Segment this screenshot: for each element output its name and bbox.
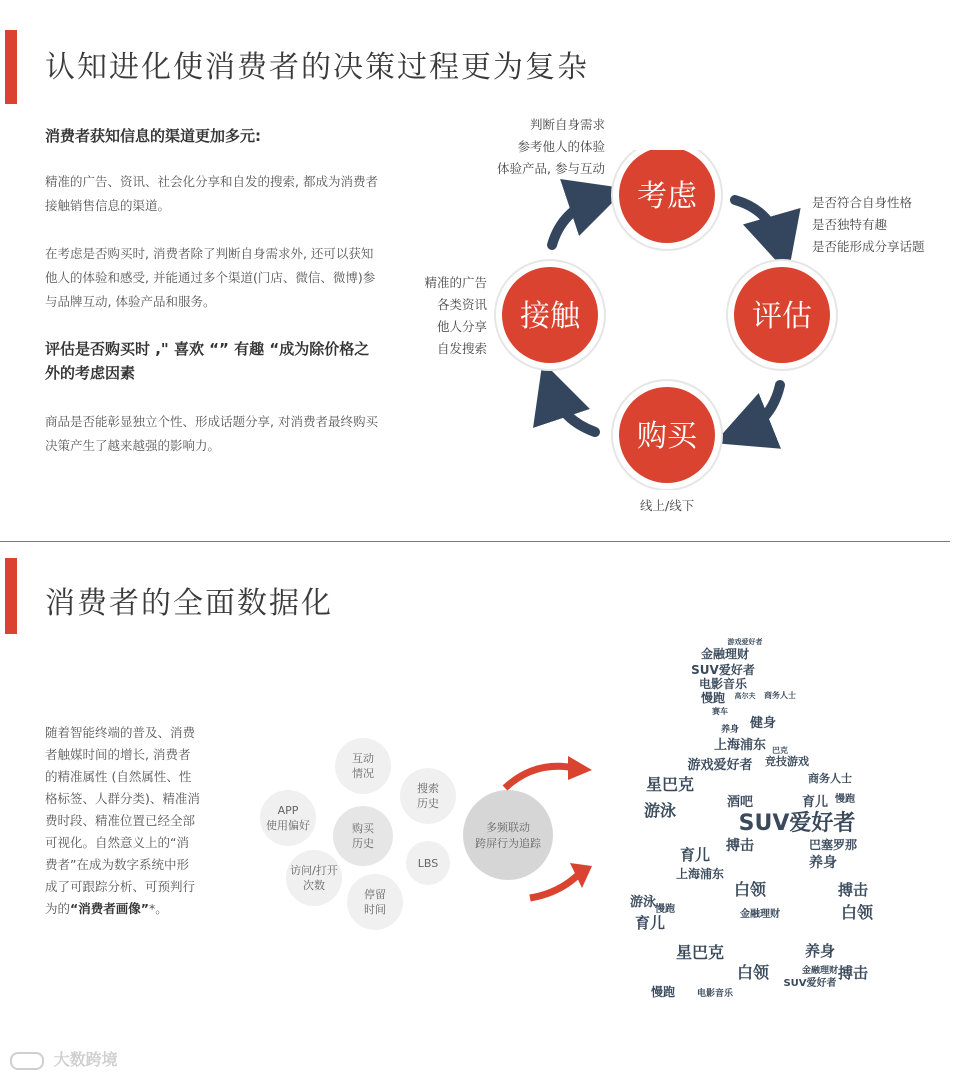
svg-text:慢跑: 慢跑 xyxy=(700,691,726,705)
decision-cycle-diagram xyxy=(480,150,840,490)
svg-text:历史: 历史 xyxy=(352,837,374,850)
svg-text:巴塞罗那: 巴塞罗那 xyxy=(808,838,858,852)
consumer-portrait-wordcloud xyxy=(605,632,895,1012)
buy-label: 购买 xyxy=(637,419,697,454)
red-arrow-up xyxy=(505,766,575,788)
svg-text:游戏爱好者: 游戏爱好者 xyxy=(727,638,763,646)
svg-text:竞技游戏: 竞技游戏 xyxy=(765,755,809,768)
svg-text:搏击: 搏击 xyxy=(837,881,869,899)
svg-text:搜索: 搜索 xyxy=(417,782,439,795)
buy-node xyxy=(612,380,722,490)
svg-text:白领: 白领 xyxy=(840,903,874,922)
svg-text:多频联动: 多频联动 xyxy=(486,821,530,834)
watermark-logo-icon xyxy=(10,1052,44,1070)
contact-node xyxy=(495,260,605,370)
bubble-search xyxy=(400,768,456,824)
svg-text:跨屏行为追踪: 跨屏行为追踪 xyxy=(475,837,541,850)
svg-text:金融理财: 金融理财 xyxy=(740,909,780,920)
svg-text:LBS: LBS xyxy=(417,857,439,870)
evaluate-label: 评估 xyxy=(752,299,812,334)
section1-subtitle1: 消费者获知信息的渠道更加多元: xyxy=(45,127,262,145)
bubble-stay xyxy=(347,874,403,930)
svg-text:星巴克: 星巴克 xyxy=(675,943,725,962)
cycle-arrow-bottom-right xyxy=(742,385,780,432)
svg-text:巴克: 巴克 xyxy=(772,746,788,755)
watermark: 大数跨境 xyxy=(10,1047,118,1070)
svg-text:搏击: 搏击 xyxy=(837,964,869,982)
svg-text:情况: 情况 xyxy=(352,767,374,780)
svg-text:互动: 互动 xyxy=(352,752,374,765)
section2-para: 随着智能终端的普及、消费 者触媒时间的增长, 消费者 的精准属性 (自然属性、性 格标签、人群分类)、精准消 费时段、精准位置已经全部 可视化。自然意义上的“消 费者”在成为数字系统中形 成了可跟踪分析、可预判行 为的“消费者画像”*。 xyxy=(45,725,200,916)
svg-text:赛车: 赛车 xyxy=(712,707,728,716)
svg-text:游戏爱好者: 游戏爱好者 xyxy=(687,758,753,773)
svg-text:高尔夫: 高尔夫 xyxy=(734,692,756,700)
section-divider xyxy=(0,541,950,542)
bubble-purchase xyxy=(333,806,393,866)
svg-text:慢跑: 慢跑 xyxy=(650,985,676,999)
svg-text:商务人士: 商务人士 xyxy=(764,691,796,700)
title-accent-bar xyxy=(5,30,17,104)
svg-text:育儿: 育儿 xyxy=(679,846,711,864)
svg-text:金融理财: 金融理财 xyxy=(801,966,839,976)
svg-text:商务人士: 商务人士 xyxy=(808,772,852,785)
svg-text:历史: 历史 xyxy=(417,797,439,810)
svg-text:星巴克: 星巴克 xyxy=(645,775,695,794)
consider-label: 考虑 xyxy=(637,179,697,214)
svg-text:停留: 停留 xyxy=(364,888,386,901)
buy-note: 线上/线下 xyxy=(640,498,695,513)
svg-text:搏击: 搏击 xyxy=(726,838,754,854)
bubble-app xyxy=(260,790,316,846)
svg-text:金融理财: 金融理财 xyxy=(700,647,750,661)
svg-text:育儿: 育儿 xyxy=(634,914,666,932)
svg-text:慢跑: 慢跑 xyxy=(655,904,675,915)
svg-text:养身: 养身 xyxy=(804,942,836,960)
svg-text:SUV爱好者: SUV爱好者 xyxy=(738,811,856,836)
consumer-portrait-term: “消费者画像” xyxy=(70,901,149,916)
title-accent-bar-2 xyxy=(5,558,17,634)
contact-label: 接触 xyxy=(520,299,580,334)
svg-text:游泳: 游泳 xyxy=(643,801,677,820)
red-arrows xyxy=(500,748,600,908)
red-arrow-down xyxy=(530,873,580,898)
section1-subtitle2: 评估是否购买时 ," 喜欢 “” 有趣 “成为除价格之外的考虑因素 xyxy=(45,340,370,382)
svg-text:购买: 购买 xyxy=(352,822,374,835)
contact-notes: 精准的广告 各类资讯 他人分享 自发搜索 xyxy=(424,275,487,356)
svg-text:使用偏好: 使用偏好 xyxy=(266,819,310,832)
svg-text:电影音乐: 电影音乐 xyxy=(696,989,734,999)
svg-text:时间: 时间 xyxy=(364,903,386,916)
svg-text:养身: 养身 xyxy=(809,855,837,871)
svg-text:APP: APP xyxy=(277,804,299,817)
svg-text:白领: 白领 xyxy=(736,963,770,982)
bubble-lbs xyxy=(406,841,450,885)
section1-para3: 商品是否能彰显独立个性、形成话题分享, 对消费者最终购买决策产生了越来越强的影响力。 xyxy=(45,414,378,453)
section1-para2: 在考虑是否购买时, 消费者除了判断自身需求外, 还可以获知他人的体验和感受, 并能通过多个渠道(门店、微信、微博)参与品牌互动, 体验产品和服务。 xyxy=(45,246,376,309)
section2-title: 消费者的全面数据化 xyxy=(45,586,333,621)
svg-text:电影音乐: 电影音乐 xyxy=(698,677,748,691)
svg-text:养身: 养身 xyxy=(720,725,740,735)
bubble-interaction xyxy=(335,738,391,794)
consider-node xyxy=(612,150,722,250)
svg-text:酒吧: 酒吧 xyxy=(726,795,754,810)
svg-text:上海浦东: 上海浦东 xyxy=(675,867,725,881)
consider-notes: 判断自身需求 参考他人的体验 体验产品, 参与互动 xyxy=(497,117,605,176)
svg-text:游泳: 游泳 xyxy=(629,895,657,910)
svg-text:次数: 次数 xyxy=(303,879,325,892)
cycle-arrow-top-left xyxy=(552,198,598,245)
svg-text:上海浦东: 上海浦东 xyxy=(713,738,767,753)
section1-para1: 精准的广告、资讯、社会化分享和自发的搜索, 都成为消费者接触销售信息的渠道。 xyxy=(45,174,378,213)
svg-text:育儿: 育儿 xyxy=(801,795,829,810)
bubble-visits xyxy=(286,850,342,906)
evaluate-notes: 是否符合自身性格 是否独特有趣 是否能形成分享话题 xyxy=(812,195,925,254)
svg-text:健身: 健身 xyxy=(749,716,777,731)
cycle-arrow-bottom-left xyxy=(552,390,595,432)
svg-text:SUV爱好者: SUV爱好者 xyxy=(783,978,837,989)
section1-title: 认知进化使消费者的决策过程更为复杂 xyxy=(45,50,589,85)
svg-text:访问/打开: 访问/打开 xyxy=(290,864,338,877)
evaluate-node xyxy=(727,260,837,370)
cycle-arrow-top-right xyxy=(735,200,780,245)
svg-text:慢跑: 慢跑 xyxy=(835,794,855,805)
svg-text:SUV爱好者: SUV爱好者 xyxy=(691,663,755,677)
svg-text:白领: 白领 xyxy=(733,880,767,899)
